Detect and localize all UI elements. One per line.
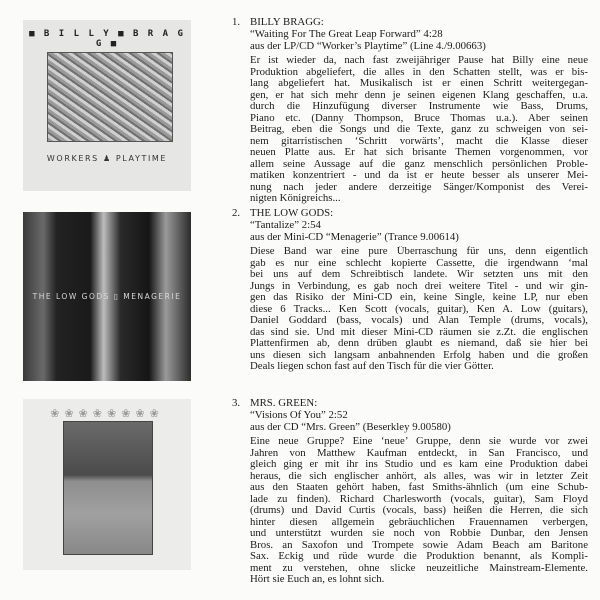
- description-line: gen, er hat sich mehr denn je seinen eigenen Klang geschaffen, u.a.: [250, 89, 588, 101]
- track-source: aus der LP/CD “Worker’s Playtime” (Line 4./9.00663): [250, 40, 486, 52]
- cover-illustration: [47, 52, 173, 142]
- album-cover-menagerie: [23, 212, 191, 381]
- description-line: durch die Hinzufügung diverser Instrumente wie Bass, Drums,: [250, 101, 588, 112]
- description-line: heraus, die sich englischer anhört, als alles, was wir in letzter Zeit: [250, 470, 588, 482]
- description-line: Bros. an Saxofon und Trompete sowie Adam Beach am Baritone: [250, 539, 588, 551]
- description-line: Beitrag, eben die Songs und die Texte, ganz zu schweigen von sei-: [250, 124, 588, 135]
- description-line: nem gitarristischen ‘Schritt vorwärts’, macht die Klasse dieser: [250, 135, 588, 147]
- track-source: aus der CD “Mrs. Green” (Beserkley 9.00580): [250, 421, 451, 433]
- track-title: “Visions Of You” 2:52: [250, 409, 348, 421]
- description-line: matiken konzentriert - und da ist er heute besser als unserer Mei-: [250, 170, 588, 181]
- description-line: Er ist wieder da, nach fast zweijähriger Pause hat Billy eine neue: [250, 55, 588, 66]
- track-description: [250, 55, 588, 205]
- track-source: aus der Mini-CD “Menagerie” (Trance 9.00614): [250, 231, 459, 243]
- description-line: neuen Platte aus. Er hat sich brisante Themen vorgenommen, vor: [250, 147, 588, 158]
- description-line: aus den Staaten gehört haben, fast Smiths-ähnlich (um eine Schub-: [250, 482, 588, 493]
- cover-photo: [63, 421, 153, 555]
- description-line: Piano etc. (Danny Thompson, Bruce Thomas u.a.). Aber seinen: [250, 112, 588, 124]
- track-artist: MRS. GREEN:: [250, 397, 318, 409]
- description-line: Daniel Goddard (bass, vocals) und Alan Temple (drums, vocals),: [250, 315, 588, 326]
- cover-logo-text: ■ B I L L Y ■ B R A G G ■: [29, 29, 185, 49]
- album-cover-mrs-green: [23, 399, 191, 570]
- description-line: uns diesen sich langsam anbahnenden Erfolg haben und die großen: [250, 349, 588, 361]
- track-artist: BILLY BRAGG:: [250, 16, 324, 28]
- description-line: Jungs in Verbindung, es gab noch drei weitere Titel - und wir gin-: [250, 280, 588, 292]
- description-line: Hört sie Euch an, es lohnt sich.: [250, 574, 385, 585]
- description-line: Sax. Eckig und rüde wurde die Produktion benannt, als Kompli-: [250, 551, 588, 562]
- description-line: Eine neue Gruppe? Eine ‘neue’ Gruppe, denn sie wurde vor zwei: [250, 436, 588, 447]
- track-entry: [232, 397, 588, 586]
- description-line: ment zu verstehen, ohne slicke neuzeitliche Mainstream-Elemente.: [250, 562, 588, 574]
- album-cover-workers-playtime: [23, 20, 191, 191]
- description-line: Jahren von Matthew Kaufman entdeckt, in San Francisco, und: [250, 447, 588, 459]
- description-line: Diese Band war eine pure Überraschung für uns, denn eigentlich: [250, 246, 588, 257]
- description-line: und unterstützt wurden sie noch von Robbie Dunbar, den Jensen: [250, 528, 588, 539]
- track-entry: [232, 207, 588, 373]
- description-line: nung nach jeder andere derzeitige Sänger/Komponist des Verei-: [250, 181, 588, 193]
- description-line: lang abgeliefert hat. Musikalisch ist er einen Schritt weitergegan-: [250, 78, 588, 89]
- description-line: Deals liegen schon fast auf den Tisch für die vier Götter.: [250, 361, 494, 372]
- description-line: das sind sie. Und mit dieser Mini-CD räumen sie z.Zt. die englischen: [250, 326, 588, 338]
- description-line: hinter diesen allgemein gebräuchlichen Frauennamen verbergen,: [250, 516, 588, 528]
- description-line: allem seine Aussage auf die ganz menschlich persönlichen Proble-: [250, 158, 588, 170]
- track-entry: [232, 16, 588, 205]
- track-number: 3.: [232, 397, 241, 409]
- cover-subtitle: WORKERS ♟ PLAYTIME: [46, 154, 168, 163]
- track-artist: THE LOW GODS:: [250, 207, 334, 219]
- track-description: [250, 246, 588, 373]
- cover-rose-decoration: ❀❀❀❀❀❀❀❀: [50, 408, 164, 420]
- track-number: 2.: [232, 207, 241, 219]
- description-line: Plattenfirmen ab, denn drüben glaubt es niemand, daß sie hier bei: [250, 338, 588, 349]
- track-number: 1.: [232, 16, 241, 28]
- description-line: Produktion abgeliefert, die alles in den Schatten stellt, was er bis-: [250, 66, 588, 78]
- description-line: lade zu finden). Richard Charlesworth (vocals, guitar), Sam Floyd: [250, 493, 588, 505]
- track-title: “Tantalize” 2:54: [250, 219, 321, 231]
- description-line: (drums) und David Curtis (vocals, bass) heißen die Herren, die sich: [250, 505, 588, 516]
- description-line: gab es nur eine schlecht kopierte Cassette, die irgendwann ‘mal: [250, 257, 588, 269]
- description-line: bei uns auf dem Schreibtisch landete. Wir setzten uns mit den: [250, 269, 588, 280]
- description-line: gen das Risiko der Mini-CD ein, keine Single, keine LP, nur eben: [250, 292, 588, 303]
- description-line: diese 6 Tracks... Ken Scott (vocals, guitar), Ken A. Low (guitars),: [250, 303, 588, 315]
- track-description: [250, 436, 588, 586]
- description-line: nigten Königreichs...: [250, 193, 341, 204]
- description-line: gleich ging er mit ihr ins Studio und es kam eine Produktion dabei: [250, 459, 588, 470]
- track-title: “Waiting For The Great Leap Forward” 4:28: [250, 28, 443, 40]
- cover-logo-text: THE LOW GODS ▯ MENAGERIE: [32, 292, 182, 301]
